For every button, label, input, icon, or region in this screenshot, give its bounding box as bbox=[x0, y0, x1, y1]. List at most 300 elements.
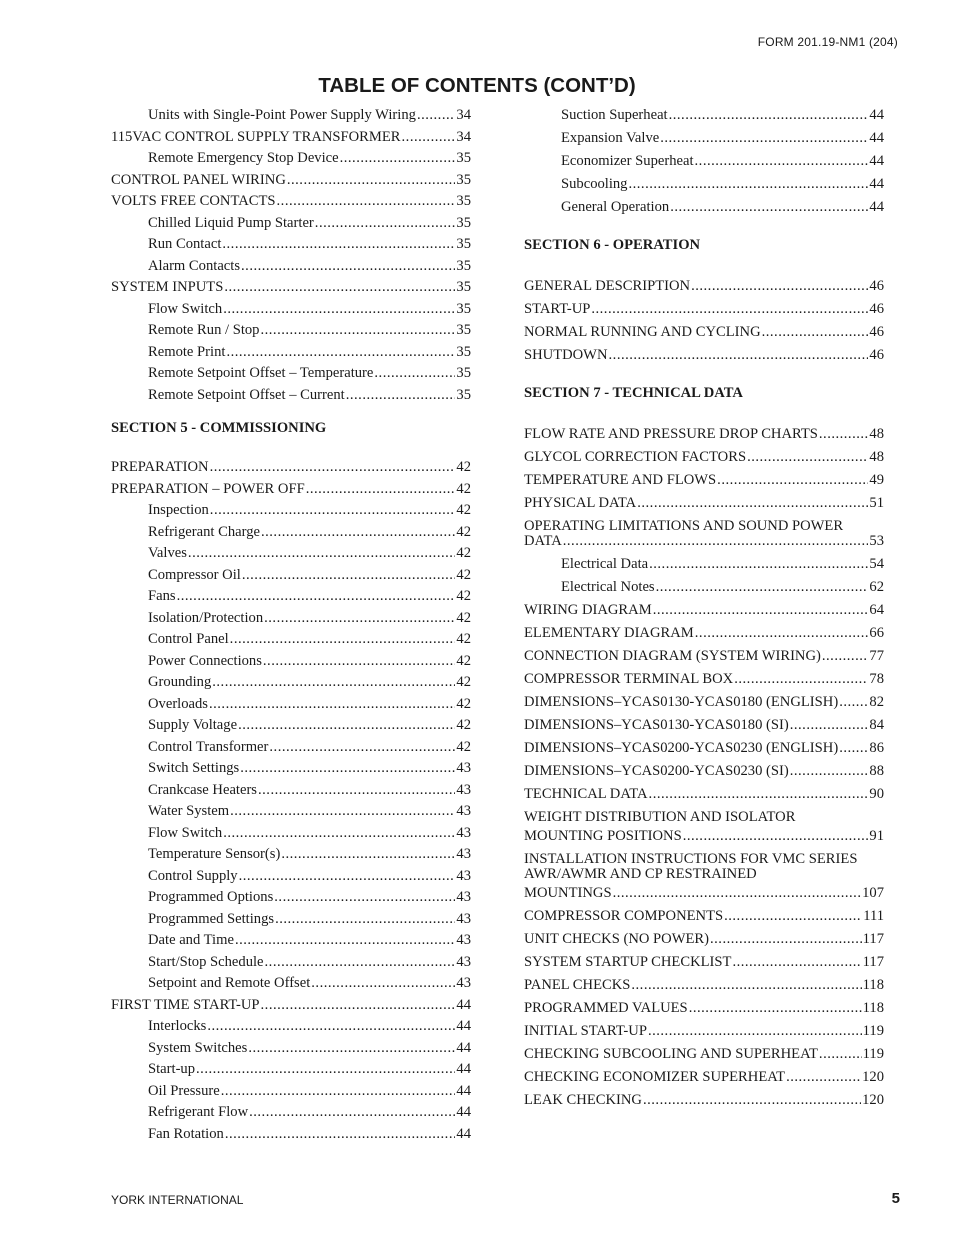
dot-leader bbox=[315, 215, 456, 232]
toc-page-number: 49 bbox=[869, 472, 884, 488]
dot-leader bbox=[275, 911, 455, 928]
dot-leader bbox=[717, 472, 868, 489]
toc-entry-label: Refrigerant Charge bbox=[148, 523, 260, 540]
toc-entry-label: Control Supply bbox=[148, 867, 238, 884]
toc-page-number: 42 bbox=[456, 695, 471, 712]
toc-entry[interactable] bbox=[524, 648, 884, 665]
toc-subentry[interactable] bbox=[111, 1040, 471, 1057]
dot-leader bbox=[649, 786, 869, 803]
toc-page-number: 48 bbox=[869, 426, 884, 442]
dot-leader bbox=[212, 674, 455, 691]
toc-entry-label: PANEL CHECKS bbox=[524, 977, 631, 993]
toc-entry[interactable] bbox=[524, 1069, 884, 1086]
toc-subentry[interactable] bbox=[111, 215, 471, 232]
toc-entry-label: INITIAL START-UP bbox=[524, 1023, 647, 1039]
toc-page-number: 42 bbox=[456, 459, 471, 475]
toc-entry-label: Water System bbox=[148, 803, 230, 819]
dot-leader bbox=[287, 172, 456, 189]
toc-page-number: 43 bbox=[456, 760, 471, 776]
toc-entry-label: Isolation/Protection bbox=[148, 609, 264, 626]
toc-page-number: 35 bbox=[456, 343, 471, 360]
toc-entry-label: Units with Single-Point Power Supply Wiring bbox=[148, 107, 416, 123]
toc-page-number: 62 bbox=[869, 579, 884, 595]
toc-entry[interactable] bbox=[524, 1046, 884, 1063]
toc-subentry[interactable] bbox=[111, 387, 471, 404]
footer-company: YORK INTERNATIONAL bbox=[111, 1193, 244, 1207]
toc-subentry[interactable] bbox=[524, 176, 884, 193]
toc-entry-label: General Operation bbox=[561, 199, 670, 215]
toc-entry-label: Fans bbox=[148, 588, 176, 604]
toc-subentry[interactable] bbox=[524, 556, 884, 573]
dot-leader bbox=[235, 932, 455, 949]
toc-entry[interactable] bbox=[524, 763, 884, 780]
dot-leader bbox=[670, 199, 868, 216]
toc-page-number: 119 bbox=[862, 1046, 884, 1062]
section-heading: SECTION 7 - TECHNICAL DATA bbox=[524, 385, 743, 401]
toc-entry-label: Valves bbox=[148, 545, 187, 561]
toc-entry[interactable] bbox=[524, 828, 884, 845]
toc-entry-label: Remote Print bbox=[148, 343, 226, 360]
dot-leader bbox=[241, 258, 455, 275]
toc-entry[interactable] bbox=[524, 324, 884, 341]
toc-subentry[interactable] bbox=[111, 236, 471, 253]
dot-leader bbox=[230, 631, 456, 648]
toc-entry[interactable] bbox=[524, 717, 884, 734]
dot-leader bbox=[274, 889, 455, 906]
toc-entry[interactable] bbox=[524, 1092, 884, 1109]
toc-page-number: 54 bbox=[869, 556, 884, 572]
toc-entry-label: SHUTDOWN bbox=[524, 347, 608, 363]
toc-subentry[interactable] bbox=[111, 258, 471, 275]
toc-entry-label: SYSTEM INPUTS bbox=[111, 279, 224, 295]
toc-entry[interactable] bbox=[111, 193, 471, 210]
toc-subentry[interactable] bbox=[524, 107, 884, 124]
toc-entry-label: Date and Time bbox=[148, 932, 234, 948]
toc-entry-label: Flow Switch bbox=[148, 300, 223, 317]
toc-page-number: 53 bbox=[869, 533, 884, 549]
toc-subentry[interactable] bbox=[111, 610, 471, 627]
dot-leader bbox=[346, 387, 456, 404]
toc-page-number: 43 bbox=[456, 889, 471, 905]
toc-page-number: 118 bbox=[862, 1000, 884, 1016]
toc-page-number: 35 bbox=[456, 365, 471, 381]
toc-page-number: 88 bbox=[869, 763, 884, 779]
toc-subentry[interactable] bbox=[111, 502, 471, 519]
toc-entry-label: START-UP bbox=[524, 301, 591, 317]
toc-entry-label: DATA bbox=[524, 533, 562, 549]
dot-leader bbox=[248, 1040, 455, 1057]
toc-page-number: 44 bbox=[869, 153, 884, 169]
toc-entry-label: Oil Pressure bbox=[148, 1082, 220, 1099]
dot-leader bbox=[311, 975, 455, 992]
toc-entry[interactable] bbox=[524, 625, 884, 642]
toc-entry[interactable] bbox=[524, 809, 884, 826]
toc-page-number: 42 bbox=[456, 717, 471, 733]
toc-entry[interactable] bbox=[524, 495, 884, 512]
toc-subentry[interactable] bbox=[111, 782, 471, 799]
toc-page-number: 119 bbox=[862, 1023, 884, 1039]
toc-subentry[interactable] bbox=[111, 653, 471, 670]
dot-leader bbox=[224, 279, 455, 296]
dot-leader bbox=[269, 739, 455, 756]
toc-page-number: 42 bbox=[456, 480, 471, 497]
toc-subentry[interactable] bbox=[111, 739, 471, 756]
toc-entry-label: Crankcase Heaters bbox=[148, 781, 257, 798]
toc-entry-label: WIRING DIAGRAM bbox=[524, 602, 652, 618]
dot-leader bbox=[790, 763, 869, 780]
toc-entry[interactable] bbox=[524, 347, 884, 364]
toc-page-number: 82 bbox=[869, 694, 884, 710]
toc-entry-label: COMPRESSOR TERMINAL BOX bbox=[524, 671, 734, 687]
toc-entry[interactable] bbox=[524, 740, 884, 757]
toc-entry[interactable] bbox=[524, 426, 884, 443]
toc-page-number: 44 bbox=[456, 1061, 471, 1077]
toc-subentry[interactable] bbox=[111, 524, 471, 541]
toc-page-number: 35 bbox=[456, 300, 471, 317]
toc-page-number: 43 bbox=[456, 867, 471, 884]
toc-page-number: 44 bbox=[456, 1039, 471, 1056]
toc-page-number: 43 bbox=[456, 803, 471, 819]
dot-leader bbox=[822, 648, 869, 665]
toc-entry-label: INSTALLATION INSTRUCTIONS FOR VMC SERIES bbox=[524, 851, 858, 867]
toc-page-number: 35 bbox=[456, 322, 471, 338]
toc-entry[interactable] bbox=[524, 908, 884, 925]
dot-leader bbox=[656, 579, 869, 596]
toc-entry[interactable] bbox=[524, 1000, 884, 1017]
toc-entry-label: CONTROL PANEL WIRING bbox=[111, 171, 286, 188]
dot-leader bbox=[340, 150, 456, 167]
toc-page-number: 46 bbox=[869, 301, 884, 317]
toc-entry-label: Economizer Superheat bbox=[561, 153, 694, 169]
dot-leader bbox=[839, 740, 868, 757]
toc-page-number: 90 bbox=[869, 786, 884, 802]
dot-leader bbox=[242, 567, 456, 584]
toc-page-number: 42 bbox=[456, 545, 471, 561]
toc-page-number: 46 bbox=[869, 347, 884, 363]
dot-leader bbox=[402, 129, 456, 146]
toc-entry-label: Fan Rotation bbox=[148, 1125, 224, 1142]
toc-page-number: 42 bbox=[456, 631, 471, 647]
dot-leader bbox=[238, 717, 455, 734]
toc-entry-label: MOUNTING POSITIONS bbox=[524, 828, 682, 844]
section-heading: SECTION 6 - OPERATION bbox=[524, 237, 701, 253]
dot-leader bbox=[249, 1104, 455, 1121]
toc-page-number: 51 bbox=[869, 495, 884, 511]
toc-entry[interactable] bbox=[524, 301, 884, 318]
dot-leader bbox=[732, 954, 861, 971]
toc-entry[interactable] bbox=[524, 954, 884, 971]
toc-entry-label: Suction Superheat bbox=[561, 107, 668, 123]
toc-entry-label: Switch Settings bbox=[148, 760, 240, 776]
toc-entry[interactable] bbox=[524, 278, 884, 295]
toc-entry[interactable] bbox=[111, 997, 471, 1014]
toc-entry[interactable] bbox=[524, 931, 884, 948]
toc-subentry[interactable] bbox=[111, 150, 471, 167]
toc-entry[interactable] bbox=[524, 866, 884, 883]
footer-page-number: 5 bbox=[891, 1190, 900, 1207]
toc-entry-label: Power Connections bbox=[148, 652, 262, 669]
toc-entry-label: SYSTEM STARTUP CHECKLIST bbox=[524, 954, 732, 970]
dot-leader bbox=[724, 908, 862, 925]
toc-page-number: 84 bbox=[869, 717, 884, 733]
toc-page-number: 64 bbox=[869, 602, 884, 618]
dot-leader bbox=[177, 588, 456, 605]
toc-subentry[interactable] bbox=[111, 365, 471, 382]
dot-leader bbox=[637, 495, 868, 512]
toc-entry-label: Control Panel bbox=[148, 631, 229, 647]
toc-entry[interactable] bbox=[524, 533, 884, 550]
toc-subentry[interactable] bbox=[111, 1126, 471, 1143]
toc-page-number: 43 bbox=[456, 824, 471, 841]
toc-page-number: 66 bbox=[869, 625, 884, 641]
toc-subentry[interactable] bbox=[111, 868, 471, 885]
toc-entry-label: Remote Setpoint Offset – Temperature bbox=[148, 365, 374, 381]
dot-leader bbox=[223, 301, 455, 318]
toc-entry-label: Start-up bbox=[148, 1061, 196, 1077]
toc-subentry[interactable] bbox=[111, 717, 471, 734]
dot-leader bbox=[265, 954, 456, 971]
toc-page-number: 35 bbox=[456, 193, 471, 209]
toc-subentry[interactable] bbox=[111, 545, 471, 562]
toc-page-number: 120 bbox=[862, 1092, 884, 1108]
toc-subentry[interactable] bbox=[524, 130, 884, 147]
dot-leader bbox=[819, 426, 869, 443]
toc-subentry[interactable] bbox=[111, 1104, 471, 1121]
toc-entry-label: Electrical Data bbox=[561, 556, 649, 572]
toc-page-number: 35 bbox=[456, 257, 471, 274]
section-heading: SECTION 5 - COMMISSIONING bbox=[111, 420, 327, 436]
dot-leader bbox=[226, 344, 455, 361]
toc-page-number: 44 bbox=[456, 996, 471, 1013]
toc-entry-label: TECHNICAL DATA bbox=[524, 786, 648, 802]
toc-page-number: 107 bbox=[862, 885, 884, 901]
toc-entry[interactable] bbox=[524, 472, 884, 489]
toc-subentry[interactable] bbox=[111, 1018, 471, 1035]
toc-page-number: 34 bbox=[456, 107, 471, 123]
toc-right-column bbox=[524, 107, 884, 1115]
toc-entry[interactable] bbox=[524, 449, 884, 466]
toc-page-number: 43 bbox=[456, 932, 471, 948]
dot-leader bbox=[691, 278, 868, 295]
toc-entry-label: GENERAL DESCRIPTION bbox=[524, 278, 691, 294]
toc-entry-label: ELEMENTARY DIAGRAM bbox=[524, 625, 694, 641]
dot-leader bbox=[258, 782, 455, 799]
toc-entry-label: 115VAC CONTROL SUPPLY TRANSFORMER bbox=[111, 128, 401, 145]
toc-page-number: 34 bbox=[456, 128, 471, 145]
dot-leader bbox=[223, 825, 455, 842]
toc-entry-label: CONNECTION DIAGRAM (SYSTEM WIRING) bbox=[524, 648, 821, 664]
toc-entry-label: Inspection bbox=[148, 502, 209, 518]
toc-subentry[interactable] bbox=[111, 631, 471, 648]
toc-entry-label: Control Transformer bbox=[148, 738, 269, 755]
toc-subentry[interactable] bbox=[111, 301, 471, 318]
toc-entry-label: Flow Switch bbox=[148, 824, 223, 841]
toc-entry-label: Run Contact bbox=[148, 236, 222, 252]
dot-leader bbox=[648, 1023, 862, 1040]
dot-leader bbox=[225, 1126, 456, 1143]
toc-page-number: 43 bbox=[456, 975, 471, 991]
dot-leader bbox=[260, 322, 455, 339]
toc-entry[interactable] bbox=[524, 671, 884, 688]
dot-leader bbox=[222, 236, 455, 253]
toc-page-number: 78 bbox=[869, 671, 884, 687]
toc-page-number: 43 bbox=[456, 910, 471, 927]
toc-page-number: 111 bbox=[863, 908, 884, 924]
toc-subentry[interactable] bbox=[111, 674, 471, 691]
toc-page-number: 35 bbox=[456, 214, 471, 231]
toc-page-number: 35 bbox=[456, 171, 471, 188]
page-title: TABLE OF CONTENTS (CONT’D) bbox=[318, 74, 636, 97]
dot-leader bbox=[209, 696, 455, 713]
toc-page-number: 42 bbox=[456, 523, 471, 540]
toc-page-number: 117 bbox=[862, 931, 884, 947]
dot-leader bbox=[695, 153, 869, 170]
dot-leader bbox=[210, 502, 456, 519]
toc-entry-label: DIMENSIONS–YCAS0200-YCAS0230 (SI) bbox=[524, 763, 789, 779]
toc-entry-label: System Switches bbox=[148, 1039, 248, 1056]
toc-subentry[interactable] bbox=[111, 1083, 471, 1100]
toc-page-number: 44 bbox=[869, 199, 884, 215]
toc-page-number: 118 bbox=[862, 977, 884, 993]
toc-entry-label: FIRST TIME START-UP bbox=[111, 996, 260, 1013]
dot-leader bbox=[631, 977, 861, 994]
dot-leader bbox=[277, 193, 456, 210]
toc-entry-label: DIMENSIONS–YCAS0130-YCAS0180 (ENGLISH) bbox=[524, 694, 839, 710]
toc-entry-label: Overloads bbox=[148, 695, 208, 712]
dot-leader bbox=[306, 481, 456, 498]
toc-page-number: 44 bbox=[456, 1018, 471, 1034]
toc-page-number: 35 bbox=[456, 236, 471, 252]
dot-leader bbox=[660, 130, 868, 147]
toc-entry-label: Subcooling bbox=[561, 176, 628, 192]
toc-entry[interactable] bbox=[524, 786, 884, 803]
toc-page-number: 43 bbox=[456, 846, 471, 862]
toc-entry-label: LEAK CHECKING bbox=[524, 1092, 642, 1108]
dot-leader bbox=[643, 1092, 861, 1109]
toc-subentry[interactable] bbox=[111, 588, 471, 605]
toc-page-number: 44 bbox=[456, 1104, 471, 1120]
dot-leader bbox=[683, 828, 869, 845]
dot-leader bbox=[230, 803, 455, 820]
toc-subentry[interactable] bbox=[524, 153, 884, 170]
toc-page-number: 48 bbox=[869, 449, 884, 465]
toc-page-number: 44 bbox=[869, 130, 884, 146]
toc-entry-label: NORMAL RUNNING AND CYCLING bbox=[524, 324, 761, 340]
dot-leader bbox=[819, 1046, 862, 1063]
toc-page-number: 43 bbox=[456, 953, 471, 970]
toc-entry[interactable] bbox=[111, 129, 471, 146]
toc-page-number: 42 bbox=[456, 674, 471, 690]
toc-entry-label: DIMENSIONS–YCAS0200-YCAS0230 (ENGLISH) bbox=[524, 740, 839, 756]
toc-entry-label: UNIT CHECKS (NO POWER) bbox=[524, 931, 709, 947]
toc-subentry[interactable] bbox=[524, 199, 884, 216]
toc-entry-label: DIMENSIONS–YCAS0130-YCAS0180 (SI) bbox=[524, 717, 789, 733]
toc-entry[interactable] bbox=[111, 172, 471, 189]
toc-entry-label: OPERATING LIMITATIONS AND SOUND POWER bbox=[524, 518, 844, 534]
toc-subentry[interactable] bbox=[111, 846, 471, 863]
toc-subentry[interactable] bbox=[111, 344, 471, 361]
dot-leader bbox=[747, 449, 868, 466]
dot-leader bbox=[609, 347, 869, 364]
toc-subentry[interactable] bbox=[111, 803, 471, 820]
dot-leader bbox=[210, 459, 456, 476]
toc-entry-label: WEIGHT DISTRIBUTION AND ISOLATOR bbox=[524, 809, 796, 825]
toc-entry-label: Alarm Contacts bbox=[148, 257, 241, 274]
dot-leader bbox=[207, 1018, 455, 1035]
toc-entry-label: Compressor Oil bbox=[148, 566, 241, 583]
toc-page-number: 77 bbox=[869, 648, 884, 664]
toc-entry-label: Temperature Sensor(s) bbox=[148, 846, 281, 862]
toc-subentry[interactable] bbox=[111, 696, 471, 713]
toc-entry-label: MOUNTINGS bbox=[524, 885, 612, 901]
form-id: FORM 201.19-NM1 (204) bbox=[757, 35, 898, 49]
toc-page-number: 46 bbox=[869, 324, 884, 340]
toc-subentry[interactable] bbox=[111, 107, 471, 124]
toc-entry[interactable] bbox=[524, 1023, 884, 1040]
dot-leader bbox=[710, 931, 862, 948]
dot-leader bbox=[734, 671, 868, 688]
toc-page-number: 86 bbox=[869, 740, 884, 756]
toc-subentry[interactable] bbox=[111, 760, 471, 777]
toc-entry[interactable] bbox=[524, 694, 884, 711]
toc-entry[interactable] bbox=[111, 279, 471, 296]
dot-leader bbox=[281, 846, 455, 863]
toc-page-number: 43 bbox=[456, 781, 471, 798]
toc-page-number: 91 bbox=[869, 828, 884, 844]
toc-subentry[interactable] bbox=[524, 579, 884, 596]
dot-leader bbox=[649, 556, 868, 573]
toc-entry-label: Electrical Notes bbox=[561, 579, 655, 595]
toc-entry[interactable] bbox=[524, 602, 884, 619]
dot-leader bbox=[263, 653, 456, 670]
toc-entry-label: Refrigerant Flow bbox=[148, 1104, 249, 1120]
dot-leader bbox=[790, 717, 869, 734]
toc-page-number: 46 bbox=[869, 278, 884, 294]
toc-page-number: 44 bbox=[456, 1082, 471, 1099]
toc-page-number: 42 bbox=[456, 588, 471, 604]
dot-leader bbox=[628, 176, 868, 193]
toc-entry-label: Remote Run / Stop bbox=[148, 322, 260, 338]
toc-entry[interactable] bbox=[111, 459, 471, 476]
toc-page-number: 35 bbox=[456, 279, 471, 295]
toc-entry-label: Setpoint and Remote Offset bbox=[148, 975, 311, 991]
dot-leader bbox=[839, 694, 868, 711]
toc-entry[interactable] bbox=[524, 977, 884, 994]
toc-page-number: 44 bbox=[869, 107, 884, 123]
toc-subentry[interactable] bbox=[111, 825, 471, 842]
toc-subentry[interactable] bbox=[111, 932, 471, 949]
dot-leader bbox=[188, 545, 455, 562]
toc-entry[interactable] bbox=[524, 885, 884, 902]
toc-page-number: 117 bbox=[862, 954, 884, 970]
toc-entry-label: COMPRESSOR COMPONENTS bbox=[524, 908, 724, 924]
dot-leader bbox=[653, 602, 869, 619]
toc-entry[interactable] bbox=[111, 481, 471, 498]
toc-page-number: 42 bbox=[456, 502, 471, 518]
toc-entry-label: PHYSICAL DATA bbox=[524, 495, 637, 511]
toc-page-number: 44 bbox=[869, 176, 884, 192]
dot-leader bbox=[563, 533, 869, 550]
toc-subentry[interactable] bbox=[111, 911, 471, 928]
toc-subentry[interactable] bbox=[111, 954, 471, 971]
toc-subentry[interactable] bbox=[111, 889, 471, 906]
toc-subentry[interactable] bbox=[111, 567, 471, 584]
toc-subentry[interactable] bbox=[111, 975, 471, 992]
toc-entry-label: Supply Voltage bbox=[148, 717, 238, 733]
toc-subentry[interactable] bbox=[111, 1061, 471, 1078]
toc-entry-label: GLYCOL CORRECTION FACTORS bbox=[524, 449, 747, 465]
toc-subentry[interactable] bbox=[111, 322, 471, 339]
